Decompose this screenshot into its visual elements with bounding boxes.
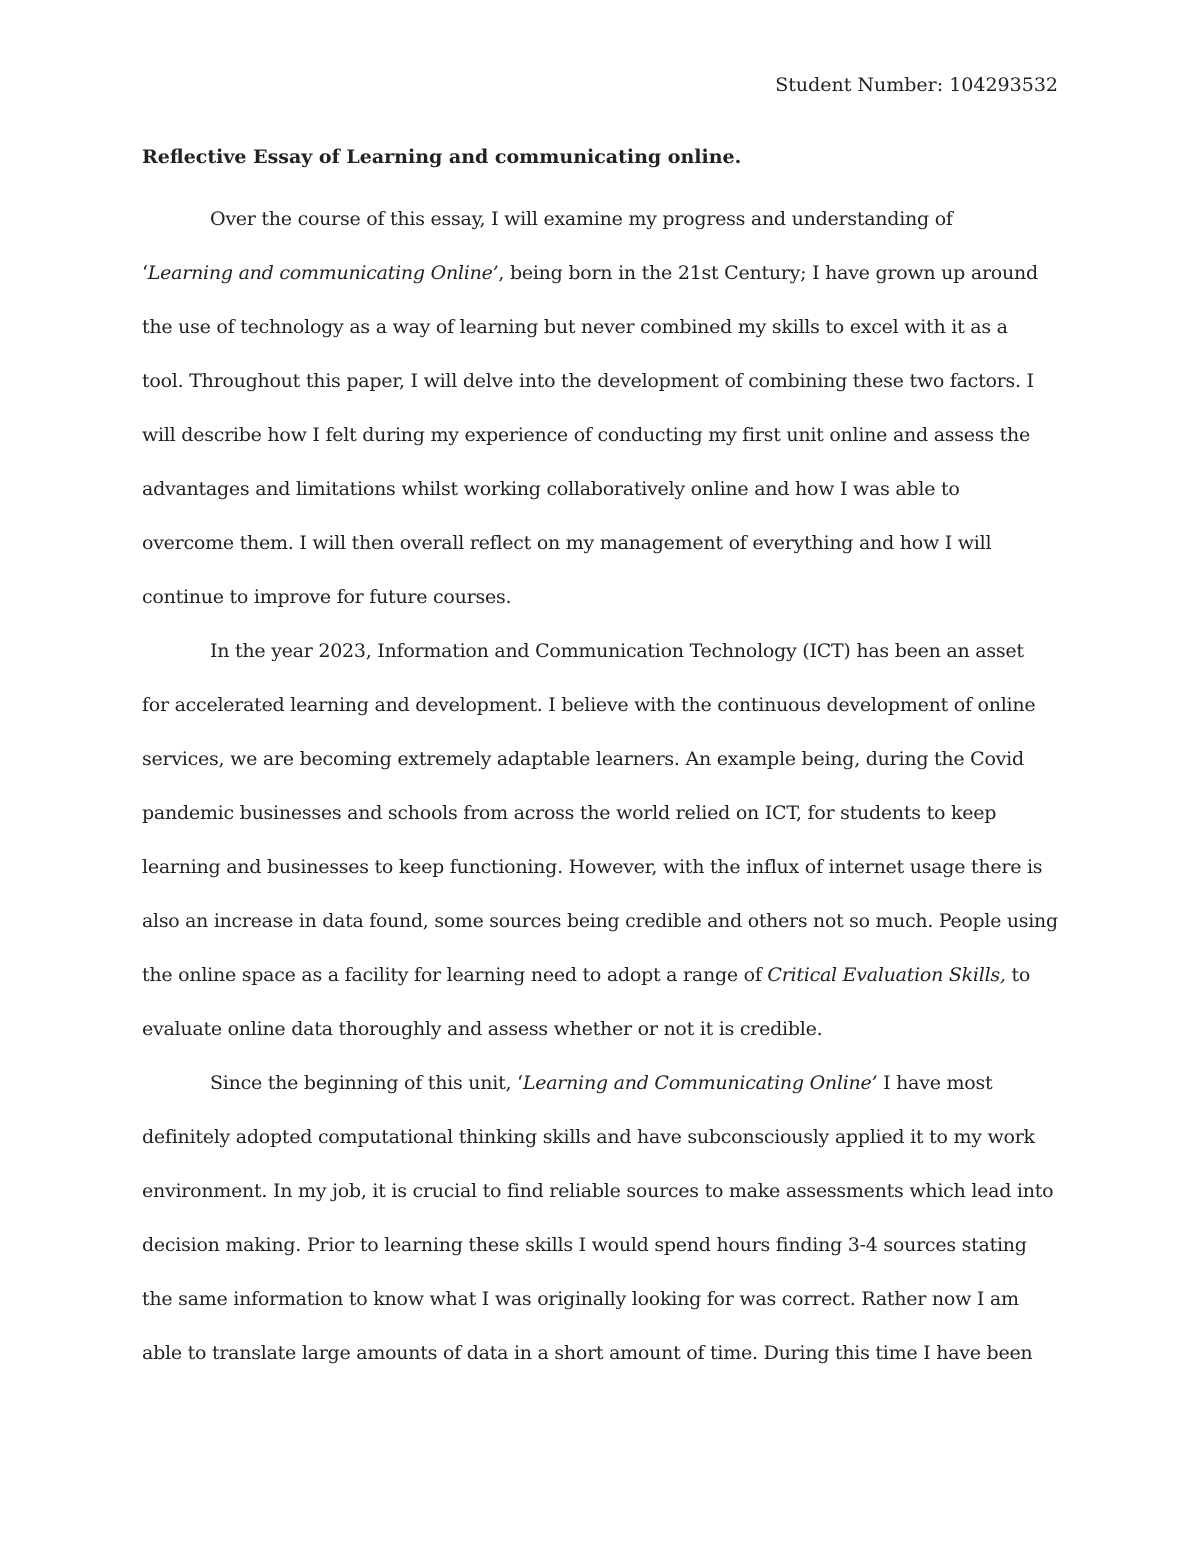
body-line: tool. Throughout this paper, I will delve into the development of combining these two factors. I (142, 370, 1034, 392)
body-line: the use of technology as a way of learning but never combined my skills to excel with it as a (142, 316, 1008, 338)
body-line: able to translate large amounts of data in a short amount of time. During this time I have been (142, 1342, 1033, 1364)
body-line: the online space as a facility for learning need to adopt a range of Critical Evaluation Skills, to (142, 964, 1031, 986)
body-line: pandemic businesses and schools from across the world relied on ICT, for students to keep (142, 802, 997, 824)
body-line: definitely adopted computational thinking skills and have subconsciously applied it to my work (142, 1126, 1035, 1148)
body-line: evaluate online data thoroughly and assess whether or not it is credible. (142, 1018, 823, 1040)
italic-term: Critical Evaluation Skills, (767, 964, 1006, 986)
body-line: for accelerated learning and development. I believe with the continuous development of online (142, 694, 1036, 716)
body-line: the same information to know what I was originally looking for was correct. Rather now I am (142, 1288, 1019, 1310)
body-line: will describe how I felt during my experience of conducting my first unit online and assess the (142, 424, 1030, 446)
body-line: Since the beginning of this unit, ‘Learning and Communicating Online’ I have most (210, 1072, 993, 1094)
essay-title: Reflective Essay of Learning and communicating online. (142, 146, 742, 168)
italic-title: Learning and Communicating Online’ (522, 1072, 878, 1094)
body-line: ‘Learning and communicating Online’, being born in the 21st Century; I have grown up around (142, 262, 1038, 284)
italic-title: Learning and communicating Online’ (147, 262, 499, 284)
body-line: overcome them. I will then overall reflect on my management of everything and how I will (142, 532, 992, 554)
body-line: In the year 2023, Information and Communication Technology (ICT) has been an asset (210, 640, 1024, 662)
body-line: services, we are becoming extremely adaptable learners. An example being, during the Covid (142, 748, 1024, 770)
body-line: advantages and limitations whilst working collaboratively online and how I was able to (142, 478, 960, 500)
body-line: decision making. Prior to learning these skills I would spend hours finding 3-4 sources stating (142, 1234, 1027, 1256)
body-line: continue to improve for future courses. (142, 586, 512, 608)
body-line: environment. In my job, it is crucial to find reliable sources to make assessments which lead into (142, 1180, 1054, 1202)
student-number-header: Student Number: 104293532 (775, 74, 1058, 96)
body-line: Over the course of this essay, I will examine my progress and understanding of (210, 208, 953, 230)
body-line: also an increase in data found, some sources being credible and others not so much. People using (142, 910, 1058, 932)
body-line: learning and businesses to keep functioning. However, with the influx of internet usage there is (142, 856, 1043, 878)
